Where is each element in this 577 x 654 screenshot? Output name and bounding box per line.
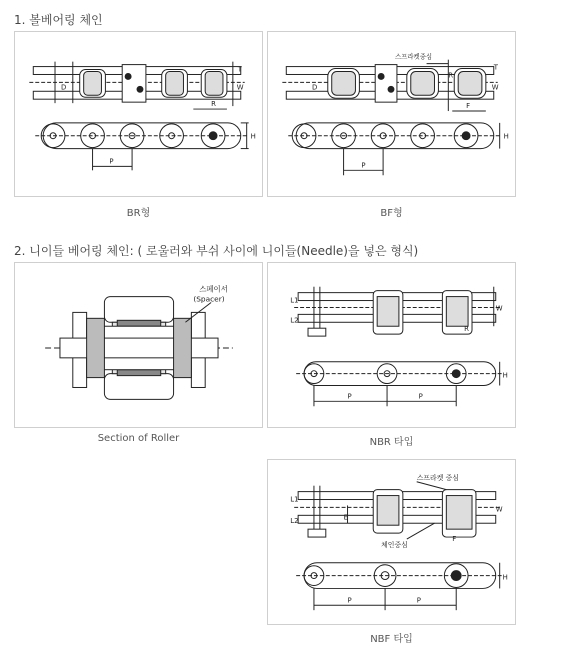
nbf-dim-h: H xyxy=(502,573,508,582)
roller-section-panel xyxy=(14,262,263,428)
section-2-title: 2. 니이들 베어링 체인: ( 로울러와 부쉬 사이에 니이들(Needle)을 넣은 형식) xyxy=(14,244,419,258)
nbr-dim-p1: P xyxy=(347,392,352,401)
spacer-label-en: (Spacer) xyxy=(193,294,225,304)
bf-sprocket-center-label: 스프라켓중심 xyxy=(394,52,433,61)
nbf-diagram-panel xyxy=(267,459,516,625)
br-dim-h: H xyxy=(250,132,256,141)
bf-dim-f: F xyxy=(466,102,471,111)
bf-dim-r: R xyxy=(448,71,454,80)
nbf-caption: NBF 타입 xyxy=(370,634,413,645)
nbf-dim-w: W xyxy=(495,505,503,514)
br-dim-d: D xyxy=(60,83,67,92)
bf-dim-h: H xyxy=(503,132,509,141)
nbr-dim-r: R xyxy=(464,325,469,334)
section-1-title: 1. 볼베어링 체인 xyxy=(14,13,103,27)
nbr-dim-p2: P xyxy=(418,392,423,401)
nbf-chain-center-label: 체인중심 xyxy=(381,540,408,549)
roller-section-caption: Section of Roller xyxy=(97,433,180,444)
nbr-dim-w: W xyxy=(495,304,503,313)
br-dim-w: W xyxy=(236,83,244,92)
br-diagram-panel xyxy=(14,31,263,197)
bf-dim-d: D xyxy=(311,83,318,92)
nbr-dim-h: H xyxy=(502,371,508,380)
nbr-dim-l2: L2 xyxy=(290,316,299,325)
spacer-label-ko: 스페이서 xyxy=(199,284,228,294)
br-dim-t: T xyxy=(237,65,243,74)
nbf-dim-l1: L1 xyxy=(290,495,299,504)
bf-dim-t: T xyxy=(493,63,498,72)
bf-diagram-panel xyxy=(267,31,516,197)
bf-dim-w: W xyxy=(491,83,499,92)
nbf-dim-f: F xyxy=(452,535,457,544)
br-diagram xyxy=(15,32,262,196)
nbf-dim-p1: P xyxy=(347,596,352,605)
bf-caption: BF형 xyxy=(380,208,403,219)
nbr-diagram-panel xyxy=(267,262,516,428)
br-caption: BR형 xyxy=(126,208,151,219)
br-dim-r: R xyxy=(211,100,216,109)
nbr-diagram xyxy=(268,263,515,427)
br-dim-p: P xyxy=(109,157,114,166)
nbf-diagram xyxy=(268,460,515,624)
nbr-dim-l1: L1 xyxy=(290,296,299,305)
nbf-dim-e: E xyxy=(343,513,348,522)
nbf-dim-p2: P xyxy=(416,596,421,605)
roller-section-diagram xyxy=(15,263,262,427)
nbf-dim-l2: L2 xyxy=(290,517,299,526)
nbr-caption: NBR 타입 xyxy=(369,437,414,448)
nbf-sprocket-center-label: 스프라켓 중심 xyxy=(416,473,459,482)
bf-dim-p: P xyxy=(361,161,366,170)
bf-diagram xyxy=(268,32,515,196)
